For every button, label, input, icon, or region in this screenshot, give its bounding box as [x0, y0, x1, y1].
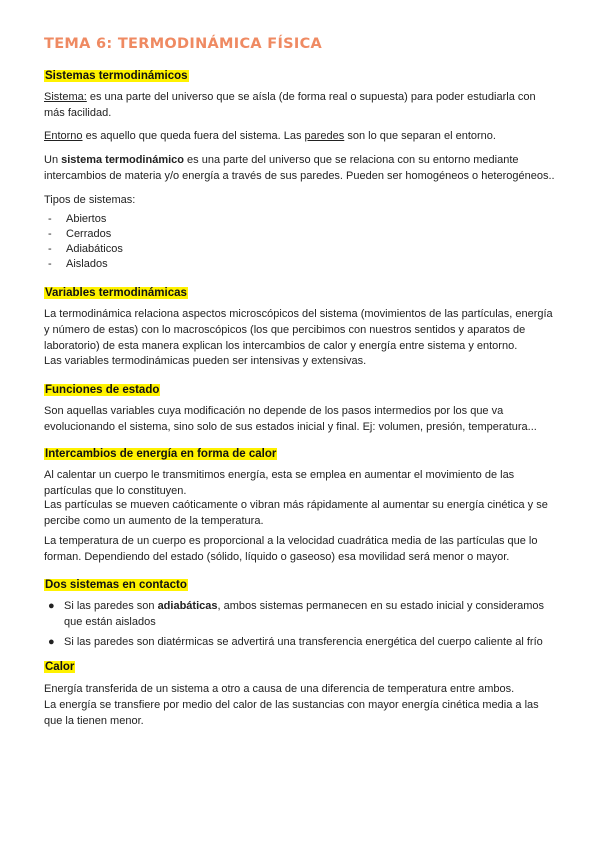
bullet-text: Si las paredes son diatérmicas se advertirá una transferencia energética del cuerpo caliente al frío [64, 636, 543, 648]
text-sistema-definicion: es una parte del universo que se aísla (de forma real o supuesta) para poder estudiarla con más facilidad. [44, 91, 536, 119]
bullet-icon: ● [48, 636, 55, 648]
paragraph-variables-1: La termodinámica relaciona aspectos microscópicos del sistema (movimientos de las partículas, energía y número de estas) con lo macroscópicos (los que percibimos con nuestros sentidos y aparatos de laboratorio) de esta manera explican los intercambios de calor y energía entre sistema y entorno. [44, 308, 553, 352]
term-entorno: Entorno [44, 130, 83, 142]
bullet-text-a: Si las paredes son [64, 600, 158, 612]
page-title: TEMA 6: TERMODINÁMICA FÍSICA [44, 36, 323, 52]
paragraph-entorno [44, 128, 558, 144]
list-item [44, 598, 558, 630]
heading-funciones [44, 382, 160, 398]
paragraph-sistema-termodinamico [44, 152, 558, 184]
paragraph-intercambios-3: La temperatura de un cuerpo es proporcional a la velocidad cuadrática media de las partículas que lo forman. Dependiendo del estado (sólido, líquido o gaseoso) esa movilidad será menor o mayor. [44, 535, 538, 563]
term-sistema-termodinamico: sistema termodinámico [61, 154, 184, 166]
term-sistema: Sistema: [44, 91, 87, 103]
text-entorno-a: es aquello que queda fuera del sistema. Las [82, 130, 305, 142]
term-paredes: paredes [304, 130, 345, 142]
heading-funciones-text: Funciones de estado [45, 384, 160, 396]
text-st-b: es una parte del universo que se relaciona con su entorno mediante intercambios de materia y/o energía a través de sus paredes. Pueden ser homogéneos o heterogéneos.. [44, 154, 555, 182]
paragraph-calor-2: La energía se transfiere por medio del calor de las sustancias con mayor energía cinética media a las que la tienen menor. [44, 699, 539, 727]
bullet-text-b: , ambos sistemas permanecen en su estado inicial y consideramos que están aislados [64, 600, 544, 628]
text-entorno-b: son lo que separan el entorno. [344, 130, 496, 142]
types-label: Tipos de sistemas: [44, 194, 136, 206]
heading-calor-text: Calor [45, 661, 75, 673]
heading-contacto [44, 577, 188, 593]
types-list [44, 212, 123, 272]
heading-intercambios [44, 446, 277, 462]
heading-variables-text: Variables termodinámicas [45, 287, 187, 299]
paragraph-sistema-definicion [44, 89, 558, 121]
paragraph-intercambios-2: Las partículas se mueven caóticamente o vibran más rápidamente al aumentar su energía cinética y se percibe como un aumento de la temperatura. [44, 499, 548, 527]
heading-sistemas [44, 68, 189, 84]
paragraph-intercambios-1: Al calentar un cuerpo le transmitimos energía, esta se emplea en aumentar el movimiento de las partículas que lo constituyen. [44, 469, 515, 497]
list-item: - Aislados [44, 257, 123, 272]
heading-calor [44, 659, 75, 675]
text-st-a: Un [44, 154, 62, 166]
contacto-list [44, 598, 558, 654]
heading-sistemas-text: Sistemas termodinámicos [45, 70, 188, 82]
bullet-icon: ● [48, 600, 55, 612]
heading-variables [44, 285, 188, 301]
heading-contacto-text: Dos sistemas en contacto [45, 579, 187, 591]
list-item [44, 634, 558, 650]
heading-intercambios-text: Intercambios de energía en forma de calor [45, 448, 277, 460]
paragraph-variables-2: Las variables termodinámicas pueden ser intensivas y extensivas. [44, 355, 367, 367]
paragraph-funciones: Son aquellas variables cuya modificación no depende de los pasos intermedios por los que va evolucionando el sistema, sino solo de sus estados inicial y final. Ej: volumen, presión, temperatura... [44, 405, 537, 433]
list-item: - Abiertos [44, 212, 123, 227]
paragraph-calor-1: Energía transferida de un sistema a otro a causa de una diferencia de temperatura entre ambos. [44, 683, 515, 695]
list-item: - Cerrados [44, 227, 123, 242]
term-adiabaticas: adiabáticas [157, 600, 218, 612]
list-item: - Adiabáticos [44, 242, 123, 257]
